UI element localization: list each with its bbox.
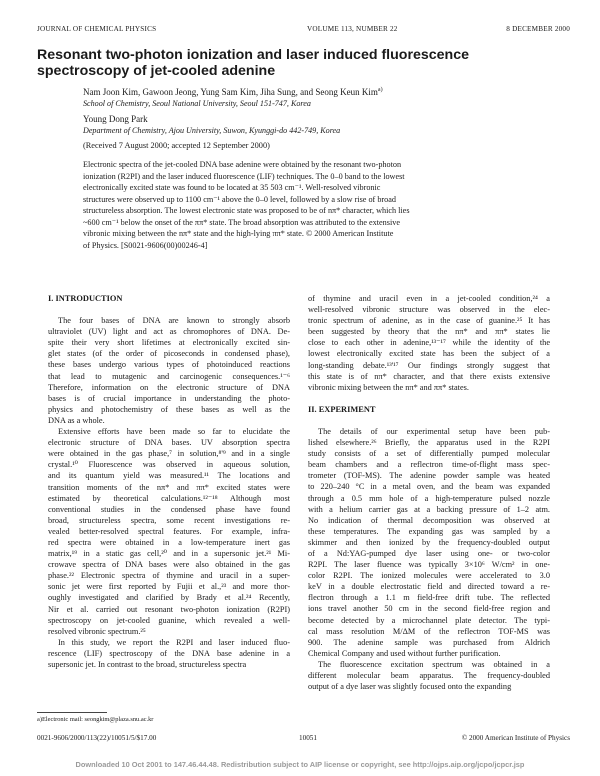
body-text-line: skimmer and then ionized by the frequency-doubled output — [308, 537, 550, 547]
body-text-line: spite their very short lifetimes at electronically excited sin- — [48, 338, 290, 348]
received-dates: (Received 7 August 2000; accepted 12 September 2000) — [83, 141, 270, 150]
body-text-line: these bases undergo various types of photoinduced reactions — [48, 360, 290, 370]
body-text-line: spectroscopy on jet-cooled guanine, which revealed a well- — [48, 615, 290, 625]
abstract-line: of Physics. [S0021-9606(00)00246-4] — [83, 240, 208, 250]
body-text-line: well-resolved vibronic structure was observed in the elec- — [308, 305, 550, 315]
body-text-line: vibronic mixing between the nπ* and ππ* states. — [308, 382, 469, 392]
abstract-line: ionization (R2PI) and the laser induced fluorescence (LIF) techniques. The 0–0 band to the lowest — [83, 171, 405, 181]
abstract-line: ~600 cm⁻¹ below the onset of the ππ* state. The broad absorption was attributed to the extensive — [83, 217, 400, 227]
body-text-line: were obtained in the gas phase,⁷ in solution,⁸'⁹ and in a single — [48, 449, 290, 459]
abstract-line: structures were observed up to 1100 cm⁻¹ above the 0–0 level, followed by a slow rise of broad — [83, 194, 396, 204]
affiliation-1: School of Chemistry, Seoul National University, Seoul 151-747, Korea — [83, 99, 311, 108]
body-text-line: been suggested by theory that the nπ* and ππ* states lie — [308, 327, 550, 337]
body-text-line: this state is of nπ* character, and that there exists extensive — [308, 371, 550, 381]
body-text-line: to 220–240 °C in a metal oven, and the beam was expanded — [308, 482, 550, 492]
introduction-body — [48, 315, 290, 670]
body-text-line: matrix,¹⁹ in a static gas cell,²⁰ and in a supersonic jet.²¹ Mi- — [48, 549, 290, 559]
issue-date: 8 DECEMBER 2000 — [506, 25, 570, 33]
body-text-line: conventional studies in the condensed phase have found — [48, 504, 290, 514]
body-text-line: of thymine and uracil even in a jet-cooled condition,²⁴ a — [308, 294, 550, 303]
introduction-heading: I. INTRODUCTION — [48, 294, 123, 303]
download-notice: Downloaded 10 Oct 2001 to 147.46.44.48. Redistribution subject to AIP license or copyright, see http://ojps.aip.org/jcpo/jcpcr.jsp — [75, 760, 525, 769]
body-text-line: that lead to mutagenic and carcinogenic consequences.¹⁻⁶ — [48, 371, 290, 381]
body-text-line: red spectra were obtained in a low-temperature inert gas — [48, 537, 290, 547]
copyright-notice: © 2000 American Institute of Physics — [461, 734, 570, 742]
body-text-line: Nir et al. carried out resonant two-photon ionization (R2PI) — [48, 604, 290, 614]
body-text-line: In this study, we report the R2PI and laser induced fluo- — [58, 637, 290, 647]
authors-text: Nam Joon Kim, Gawoon Jeong, Yung Sam Kim, Jiha Sung, and Seong Keun Kim — [83, 87, 378, 97]
body-text-line: glet states (of the order of picoseconds in condensed phase), — [48, 349, 290, 359]
abstract-line: vibronic mixing between the nπ* state and the high-lying ππ* state. © 2000 American Institute — [83, 229, 394, 238]
body-text-line: ultraviolet (UV) light and act as chromophores of DNA. De- — [48, 327, 290, 337]
body-text-line: cal mass resolution M/ΔM of the reflectron TOF-MS was — [308, 626, 550, 636]
body-text-line: DNA as a whole. — [48, 415, 105, 425]
body-text-line: 900. The adenine sample was purchased from Aldrich — [308, 637, 550, 647]
body-text-line: Therefore, information on the electronic structure of DNA — [48, 382, 290, 392]
experiment-heading: II. EXPERIMENT — [308, 404, 376, 414]
body-text-line: broad, structureless spectra, some recent investigations re- — [48, 515, 290, 525]
body-text-line: Extensive efforts have been made so far to elucidate the — [58, 427, 290, 437]
body-text-line: transition moments of the nπ* and ππ* excited states were — [48, 482, 290, 492]
body-text-line: keV in a double electrostatic field and directed toward a re- — [308, 582, 550, 592]
body-text-line: electronic structure of DNA bases. UV absorption spectra — [48, 438, 290, 448]
body-text-line: crowave spectra of DNA bases were also obtained in the gas — [48, 560, 290, 570]
body-text-line: lished elsewhere.²⁶ Briefly, the apparatus used in the R2PI — [308, 438, 550, 448]
author-footnote-mark: a) — [377, 87, 383, 93]
body-text-line: Chemical Company and used without further purification. — [308, 648, 501, 658]
abstract-line: structureless absorption. The lowest electronic state was proposed to be of nπ* character, which lies — [83, 206, 410, 215]
journal-name: JOURNAL OF CHEMICAL PHYSICS — [37, 25, 157, 33]
body-text-line: trometer (TOF-MS). The adenine powder sample was heated — [308, 471, 550, 481]
body-text-line: oughly investigated and clarified by Brady et al.²⁴ Recently, — [48, 593, 290, 603]
body-text-line: sonic jet were first reported by Fujii et al.,²³ and more thor- — [48, 582, 290, 592]
body-text-line: supersonic jet. In contrast to the broad, structureless spectra — [48, 660, 247, 669]
volume-issue: VOLUME 113, NUMBER 22 — [307, 25, 398, 33]
footnote: a)Electronic mail: seongkim@plaza.snu.ac.kr — [37, 716, 154, 723]
body-text-line: with a helium carrier gas at a backing pressure of 1–2 atm. — [308, 504, 550, 514]
title-line-1: Resonant two-photon ionization and laser induced fluorescence — [37, 47, 469, 63]
abstract-line: Electronic spectra of the jet-cooled DNA base adenine were obtained by the resonant two-photon — [83, 160, 402, 169]
right-column — [308, 293, 550, 692]
body-text-line: The details of our experimental setup have been pub- — [318, 426, 550, 436]
body-text-line: different molecular beam apparatus. The frequency-doubled — [308, 671, 550, 680]
affiliation-2: Department of Chemistry, Ajou University, Suwon, Kyunggi-do 442-749, Korea — [83, 126, 341, 135]
body-text-line: No indication of thermal decomposition was observed at — [308, 515, 550, 525]
body-text-line: and its quantum yield was measured.¹¹ The locations and — [48, 471, 290, 481]
copyright-code: 0021-9606/2000/113(22)/10051/5/$17.00 — [37, 734, 157, 742]
body-text-line: output of a dye laser was slightly focused onto the expanding — [308, 682, 512, 692]
experiment-body — [308, 426, 550, 692]
abstract-line: electronically excited state was found to be located at 35 503 cm⁻¹. Well-resolved vibronic — [83, 183, 381, 192]
body-text-line: ions travel another 50 cm in the second field-free region and — [308, 604, 550, 614]
body-text-line: resolved vibronic spectrum.²⁵ — [48, 626, 146, 636]
body-text-line: through a 0.5 mm hole of a high-temperature pulsed nozzle — [308, 493, 550, 503]
page-number: 10051 — [299, 734, 317, 742]
body-text-line: bases is of crucial importance in understanding the photo- — [48, 393, 290, 403]
left-column — [48, 293, 290, 670]
body-text-line: rescence (LIF) spectroscopy of the DNA base adenine in a — [48, 648, 290, 658]
body-text-line: tronic spectrum of adenine, as in the case of guanine.²⁵ It has — [308, 316, 550, 326]
abstract — [83, 159, 521, 251]
body-text-line: these temperatures. The expanding gas was sampled by a — [308, 526, 550, 536]
body-text-line: physics and photochemistry of these bases as well as the — [48, 404, 290, 414]
author-list — [83, 87, 383, 97]
body-text-line: study consists of a set of differentially pumped molecular — [308, 449, 550, 459]
footnote-divider — [37, 712, 107, 713]
body-text-line: The fluorescence excitation spectrum was obtained in a — [318, 659, 550, 669]
body-text-line: of a Nd:YAG-pumped dye laser using one- or two-color — [308, 548, 550, 558]
body-text-line: close to each other in adenine,¹³⁻¹⁷ while the identity of the — [308, 338, 550, 348]
body-text-line: lowest electronically excited state has been the subject of a — [308, 349, 550, 359]
body-text-line: estimated by theoretical calculations.¹²⁻¹⁸ Although most — [48, 493, 290, 503]
body-text-line: R2PI. The laser fluence was typically 3×10⁶ W/cm² in one- — [308, 560, 550, 570]
author-2: Young Dong Park — [83, 114, 148, 124]
body-text-line: phase.²² Electronic spectra of thymine and uracil in a super- — [48, 571, 290, 581]
body-text-line: beam chambers and a reflectron time-of-flight mass spec- — [308, 460, 550, 470]
body-text-line: long-standing debate.¹³'¹⁷ Our findings strongly suggest that — [308, 360, 550, 370]
body-text-line: vealed better-resolved spectral features. For example, infra- — [48, 526, 290, 536]
body-text-line: become detected by a microchannel plate detector. The typi- — [308, 615, 550, 625]
introduction-continued — [308, 293, 550, 393]
body-text-line: The four bases of DNA are known to strongly absorb — [58, 316, 290, 326]
body-text-line: color R2PI. The ionized molecules were accelerated to 3.0 — [308, 571, 550, 581]
title-line-2: spectroscopy of jet-cooled adenine — [37, 63, 276, 79]
body-text-line: crystal.¹⁰ Fluorescence was observed in aqueous solution, — [48, 460, 290, 470]
article-title — [37, 47, 557, 79]
body-text-line: flectron through a 1.1 m field-free drift tube. The reflected — [308, 593, 550, 603]
